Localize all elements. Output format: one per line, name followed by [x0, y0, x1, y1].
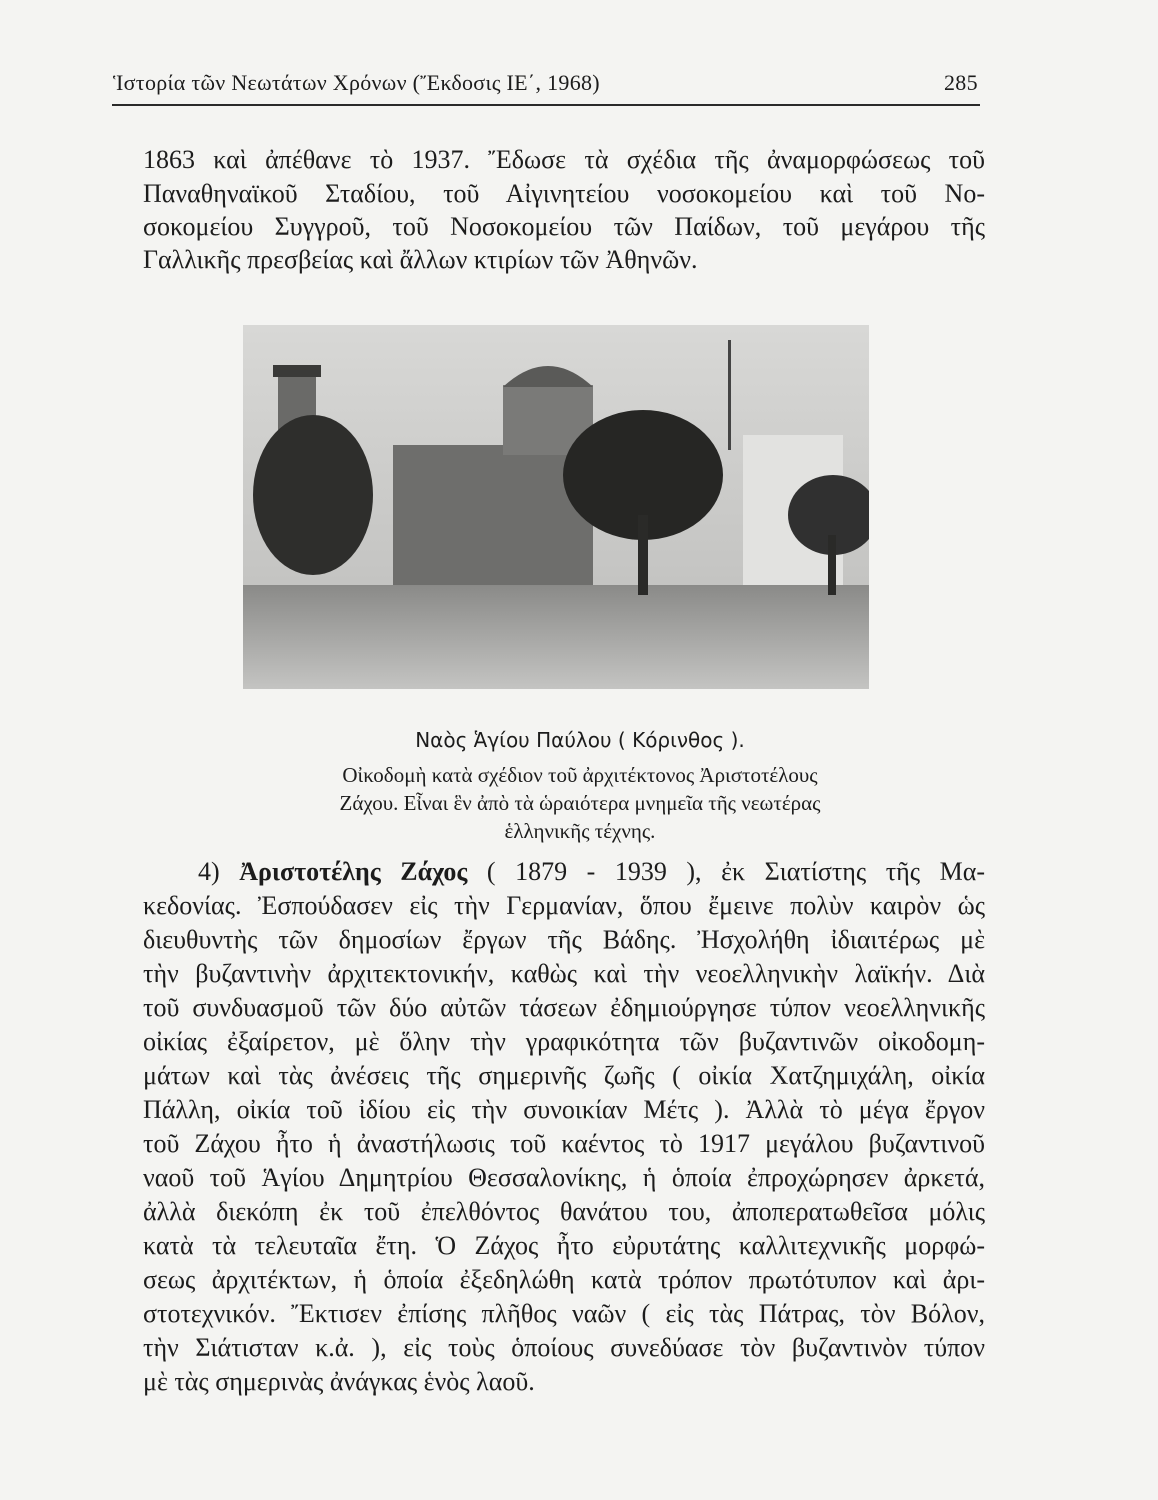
section-heading-name: Ἀριστοτέλης Ζάχος — [239, 857, 468, 886]
page-number: 285 — [944, 70, 978, 95]
figure-caption-line: ἑλληνικῆς τέχνης. — [504, 819, 656, 843]
figure-caption-line: Οἰκοδομὴ κατὰ σχέδιον τοῦ ἀρχιτέκτονος Ἀριστοτέλους — [342, 763, 818, 787]
text-line: Παναθηναϊκοῦ Σταδίου, τοῦ Αἰγινητείου νοσοκομείου καὶ τοῦ Νο- — [143, 179, 985, 208]
church-photograph — [243, 325, 869, 689]
section-number: 4) — [198, 857, 220, 886]
text-line: μὲ τὰς σημερινὰς ἀνάγκας ἑνὸς λαοῦ. — [143, 1367, 535, 1396]
figure-caption-line: Ζάχου. Εἶναι ἓν ἀπὸ τὰ ὡραιότερα μνημεῖα τῆς νεωτέρας — [339, 791, 821, 815]
text-line: Γαλλικῆς πρεσβείας καὶ ἄλλων κτιρίων τῶν Ἀθηνῶν. — [143, 245, 698, 274]
text-line: ναοῦ τοῦ Ἁγίου Δημητρίου Θεσσαλονίκης, ἡ ὁποία ἐπροχώρησεν ἀρκετά, — [143, 1163, 985, 1192]
text-line: οἰκίας ἐξαίρετον, μὲ ὅλην τὴν γραφικότητα τῶν βυζαντινῶν οἰκοδομη- — [143, 1027, 985, 1056]
text-line: 1863 καὶ ἀπέθανε τὸ 1937. Ἔδωσε τὰ σχέδια τῆς ἀναμορφώσεως τοῦ — [143, 145, 985, 174]
text-line: τὴν Σιάτισταν κ.ἀ. ), εἰς τοὺς ὁποίους συνεδύασε τὸν βυζαντινὸν τύπον — [143, 1333, 985, 1362]
text-line: Πάλλη, οἰκία τοῦ ἰδίου εἰς τὴν συνοικίαν Μέτς ). Ἀλλὰ τὸ μέγα ἔργον — [143, 1095, 985, 1124]
text-line: διευθυντὴς τῶν δημοσίων ἔργων τῆς Βάδης. Ἠσχολήθη ἰδιαιτέρως μὲ — [143, 925, 985, 954]
text-line: σοκομείου Συγγροῦ, τοῦ Νοσοκομείου τῶν Παίδων, τοῦ μεγάρου τῆς — [143, 212, 985, 241]
figure-title: Ναὸς Ἁγίου Παύλου ( Κόρινθος ). — [415, 728, 745, 752]
text-line: σεως ἀρχιτέκτων, ἡ ὁποία ἐξεδηλώθη κατὰ τρόπον πρωτότυπον καὶ ἀρι- — [143, 1265, 985, 1294]
text-line: τὴν βυζαντινὴν ἀρχιτεκτονικήν, καθὼς καὶ τὴν νεοελληνικὴν λαϊκήν. Διὰ — [143, 959, 985, 988]
text-line: ἀλλὰ διεκόπη ἐκ τοῦ ἐπελθόντος θανάτου του, ἀποπερατωθεῖσα μόλις — [143, 1197, 985, 1226]
text-line: στοτεχνικόν. Ἔκτισεν ἐπίσης πλῆθος ναῶν ( εἰς τὰς Πάτρας, τὸν Βόλον, — [143, 1299, 985, 1328]
text-line: τοῦ Ζάχου ἦτο ἡ ἀναστήλωσις τοῦ καέντος τὸ 1917 μεγάλου βυζαντινοῦ — [143, 1129, 985, 1158]
text-line: κατὰ τὰ τελευταῖα ἔτη. Ὁ Ζάχος ἦτο εὐρυτάτης καλλιτεχνικῆς μορφώ- — [143, 1231, 985, 1260]
text-line: μάτων καὶ τὰς ἀνέσεις τῆς σημερινῆς ζωῆς ( οἰκία Χατζημιχάλη, οἰκία — [143, 1061, 985, 1090]
section-first-line — [198, 857, 985, 887]
text-line: κεδονίας. Ἐσπούδασεν εἰς τὴν Γερμανίαν, ὅπου ἔμεινε πολὺν καιρὸν ὡς — [143, 891, 985, 920]
text-line: τοῦ συνδυασμοῦ τῶν δύο αὐτῶν τάσεων ἐδημιούργησε τύπον νεοελληνικῆς — [143, 993, 985, 1022]
section-dates: ( 1879 - 1939 ), ἐκ Σιατίστης τῆς Μα- — [486, 857, 985, 886]
running-title: Ἱστορία τῶν Νεωτάτων Χρόνων (Ἔκδοσις ΙΕ΄, 1968) — [113, 70, 600, 95]
header-rule — [112, 104, 980, 106]
